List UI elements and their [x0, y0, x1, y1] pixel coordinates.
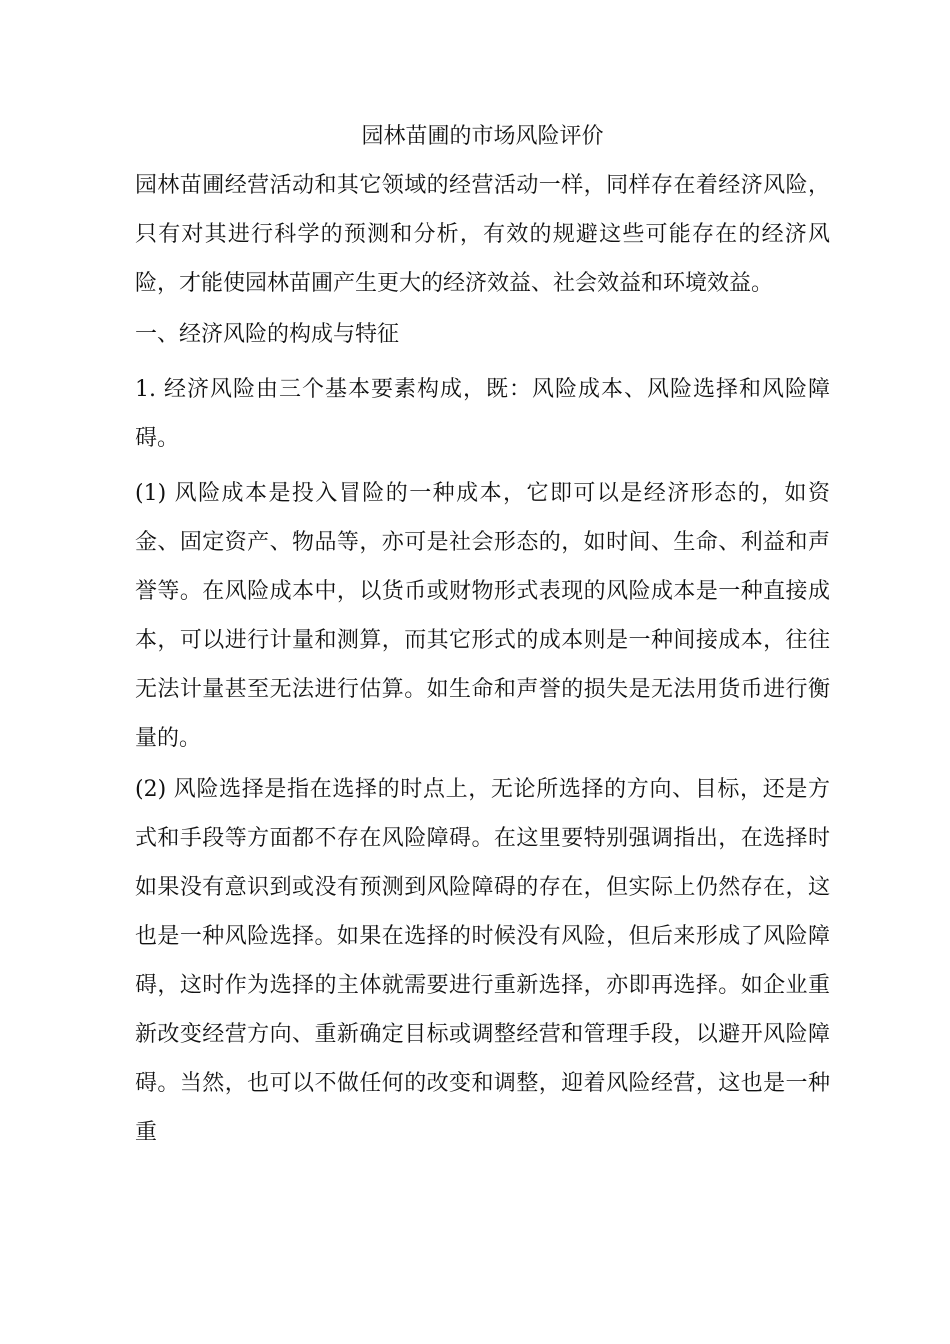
document-body [135, 112, 830, 1157]
document-title: 园林苗圃的市场风险评价 [361, 124, 604, 149]
list-item-1: 1. 经济风险由三个基本要素构成，既：风险成本、风险选择和风险障碍。 [135, 377, 830, 451]
paragraph-risk-choice: (2) 风险选择是指在选择的时点上，无论所选择的方向、目标，还是方式和手段等方面都不存在风险障碍。在这里要特别强调指出，在选择时如果没有意识到或没有预测到风险障碍的存在，但实际上仍然存在，这也是一种风险选择。如果在选择的时候没有风险，但后来形成了风险障碍，这时作为选择的主体就需要进行重新选择，亦即再选择。如企业重新改变经营方向、重新确定目标或调整经营和管理手段，以避开风险障碍。当然，也可以不做任何的改变和调整，迎着风险经营，这也是一种重 [135, 777, 830, 1145]
section-heading: 一、经济风险的构成与特征 [135, 322, 400, 347]
paragraph-risk-cost: (1) 风险成本是投入冒险的一种成本，它即可以是经济形态的，如资金、固定资产、物品等，亦可是社会形态的，如时间、生命、利益和声誉等。在风险成本中，以货币或财物形式表现的风险成本是一种直接成本，可以进行计量和测算，而其它形式的成本则是一种间接成本，往往无法计量甚至无法进行估算。如生命和声誉的损失是无法用货币进行衡量的。 [135, 481, 830, 751]
intro-paragraph: 园林苗圃经营活动和其它领域的经营活动一样，同样存在着经济风险，只有对其进行科学的预测和分析，有效的规避这些可能存在的经济风险，才能使园林苗圃产生更大的经济效益、社会效益和环境效益。 [135, 173, 830, 296]
